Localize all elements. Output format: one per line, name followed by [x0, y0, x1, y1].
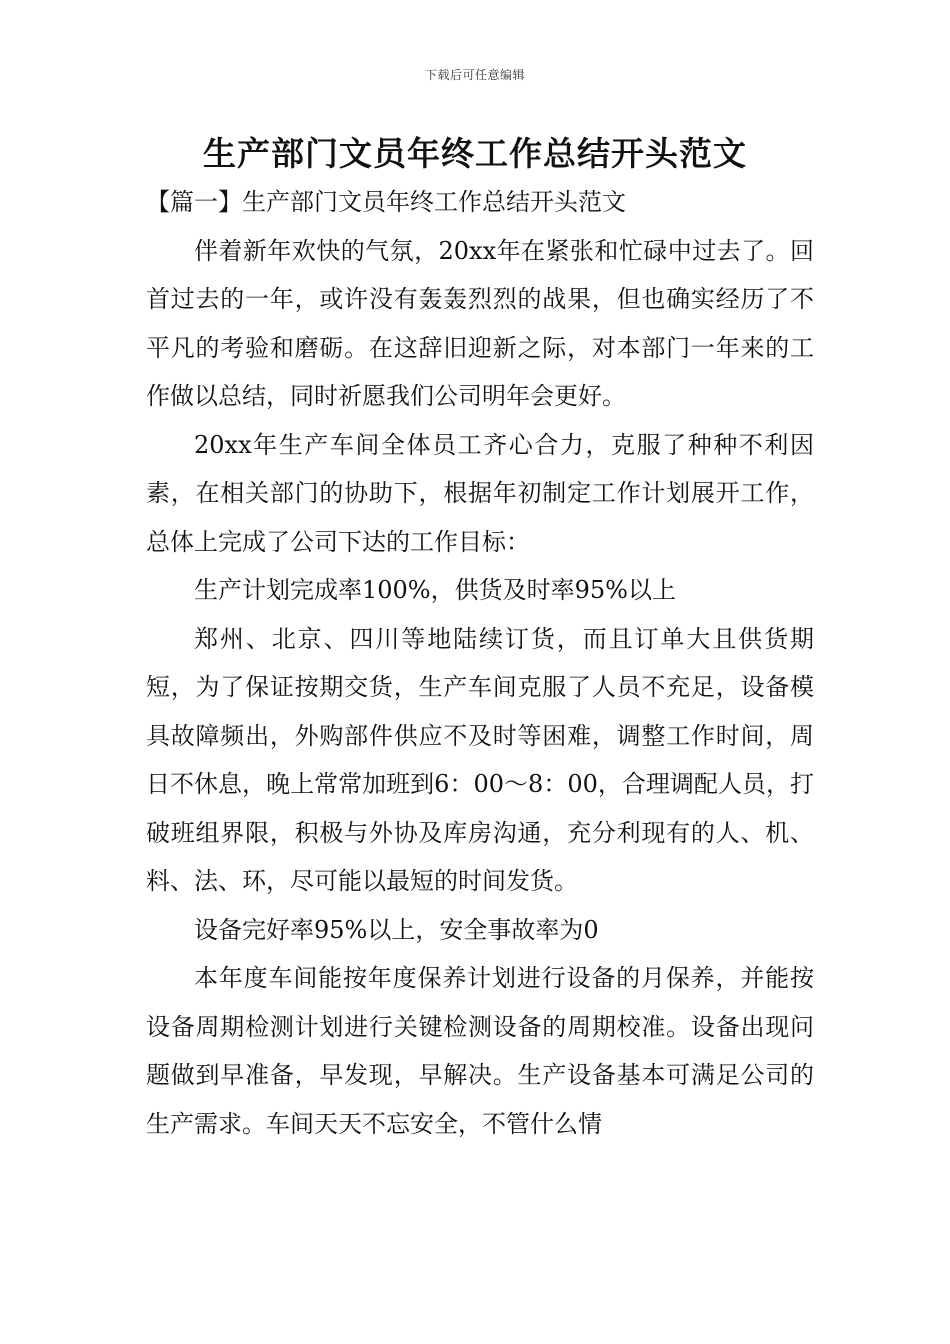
document-title: 生产部门文员年终工作总结开头范文: [203, 134, 747, 173]
paragraph-equipment-rate: 设备完好率95%以上，安全事故率为0: [194, 915, 599, 944]
paragraph-orders: 郑州、北京、四川等地陆续订货，而且订单大且供货期短，为了保证按期交货，生产车间克服了人员不充足，设备模具故障频出，外购部件供应不及时等困难，调整工作时间，周日不休息，晚上常常加班到6：00～8：00，合理调配人员，打破班组界限，积极与外协及库房沟通，充分利现有的人、机、料、法、环，尽可能以最短的时间发货。: [146, 624, 814, 895]
header-note: 下载后可任意编辑: [424, 68, 525, 82]
section-heading: 【篇一】生产部门文员年终工作总结开头范文: [146, 188, 626, 216]
paragraph-maintenance: 本年度车间能按年度保养计划进行设备的月保养，并能按设备周期检测计划进行关键检测设备的周期校准。设备出现问题做到早准备，早发现，早解决。生产设备基本可满足公司的生产需求。车间天天不忘安全，不管什么情: [146, 964, 814, 1138]
paragraph-production-rate: 生产计划完成率100%，供货及时率95%以上: [194, 576, 676, 604]
paragraph-summary: 20xx年生产车间全体员工齐心合力，克服了种种不利因素，在相关部门的协助下，根据年初制定工作计划展开工作，总体上完成了公司下达的工作目标：: [146, 430, 814, 556]
document-body: [146, 178, 814, 1148]
paragraph-intro: 伴着新年欢快的气氛，20xx年在紧张和忙碌中过去了。回首过去的一年，或许没有轰轰烈烈的战果，但也确实经历了不平凡的考验和磨砺。在这辞旧迎新之际，对本部门一年来的工作做以总结，同时祈愿我们公司明年会更好。: [146, 236, 814, 410]
